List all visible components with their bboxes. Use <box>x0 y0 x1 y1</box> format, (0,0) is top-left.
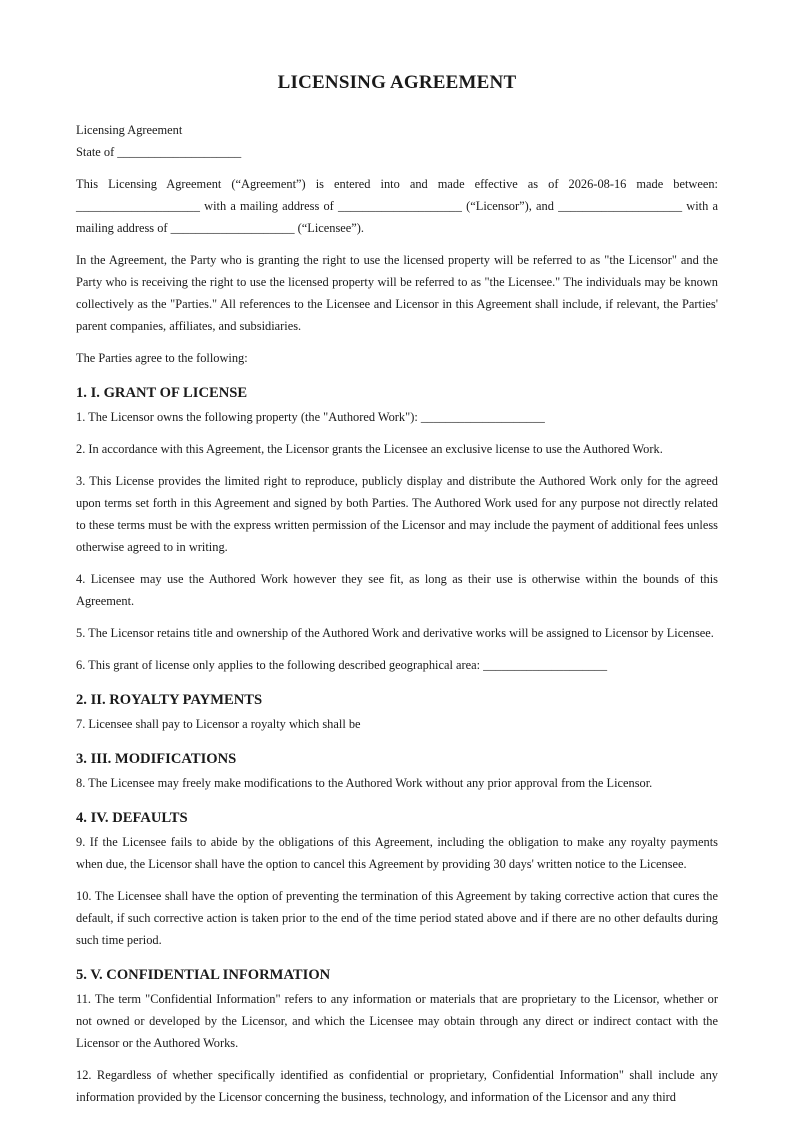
section-heading: 5. V. CONFIDENTIAL INFORMATION <box>76 967 331 983</box>
section-paragraph: 8. The Licensee may freely make modifications to the Authored Work without any prior approval from the Licensor. <box>76 776 653 790</box>
section-paragraph: 9. If the Licensee fails to abide by the obligations of this Agreement, including the obligation to make any royalty payments when due, the Licensor shall have the option to cancel this Agreement by providing 30 days' written notice to the Licensee. <box>76 835 718 871</box>
section-paragraph: 6. This grant of license only applies to the following described geographical area: ____________________ <box>76 658 608 672</box>
section-paragraph: 12. Regardless of whether specifically identified as confidential or proprietary, Confidential Information" shall include any information provided by the Licensor concerning the business, technology, and information of the Licensor and any third <box>76 1068 718 1104</box>
section-heading: 3. III. MODIFICATIONS <box>76 751 237 767</box>
intro-paragraph-parties: This Licensing Agreement (“Agreement”) is entered into and made effective as of 2026-08-16 made between: ____________________ with a mailing address of ____________________ (“Licensor”), and ____________________ with a mailing address of ____________________ (“Licensee”). <box>76 177 718 235</box>
section-paragraph: 4. Licensee may use the Authored Work however they see fit, as long as their use is otherwise within the bounds of this Agreement. <box>76 572 718 608</box>
section-paragraph: 7. Licensee shall pay to Licensor a royalty which shall be <box>76 717 361 731</box>
section-grant-of-license <box>76 383 718 676</box>
section-paragraph: 2. In accordance with this Agreement, the Licensor grants the Licensee an exclusive license to use the Authored Work. <box>76 442 663 456</box>
intro-paragraph-definitions: In the Agreement, the Party who is granting the right to use the licensed property will be referred to as "the Licensor" and the Party who is receiving the right to use the licensed property will be referred to as "the Licensee." The individuals may be known collectively as the "Parties." All references to the Licensee and Licensor in this Agreement shall include, if relevant, the Parties' parent companies, affiliates, and subsidiaries. <box>76 253 718 333</box>
section-paragraph: 10. The Licensee shall have the option of preventing the termination of this Agreement by taking corrective action that cures the default, if such corrective action is taken prior to the end of the time period stated above and if there are no other defaults during such time period. <box>76 889 718 947</box>
document-header-block <box>76 119 718 163</box>
section-paragraph: 11. The term "Confidential Information" refers to any information or materials that are proprietary to the Licensor, whether or not owned or developed by the Licensor, and which the Licensee may obtain through any direct or indirect contact with the Licensor or the Authored Works. <box>76 992 718 1050</box>
header-line-agreement-name: Licensing Agreement <box>76 123 183 137</box>
section-confidential-information <box>76 965 718 1108</box>
section-modifications <box>76 749 718 794</box>
section-paragraph: 3. This License provides the limited right to reproduce, publicly display and distribute the Authored Work only for the agreed upon terms set forth in this Agreement and signed by both Parties. The Authored Work used for any purpose not directly related to these terms must be with the express written permission of the Licensor and may include the payment of additional fees unless otherwise agreed to in writing. <box>76 474 718 554</box>
header-line-state: State of ____________________ <box>76 145 242 159</box>
document-page <box>76 70 718 1118</box>
section-heading: 2. II. ROYALTY PAYMENTS <box>76 692 263 708</box>
intro-paragraph-agree: The Parties agree to the following: <box>76 351 248 365</box>
section-heading: 1. I. GRANT OF LICENSE <box>76 385 248 401</box>
section-defaults <box>76 808 718 951</box>
section-paragraph: 1. The Licensor owns the following property (the "Authored Work"): ____________________ <box>76 410 545 424</box>
section-royalty-payments <box>76 690 718 735</box>
document-title: LICENSING AGREEMENT <box>277 72 517 93</box>
section-paragraph: 5. The Licensor retains title and ownership of the Authored Work and derivative works will be assigned to Licensor by Licensee. <box>76 626 714 640</box>
section-heading: 4. IV. DEFAULTS <box>76 810 188 826</box>
